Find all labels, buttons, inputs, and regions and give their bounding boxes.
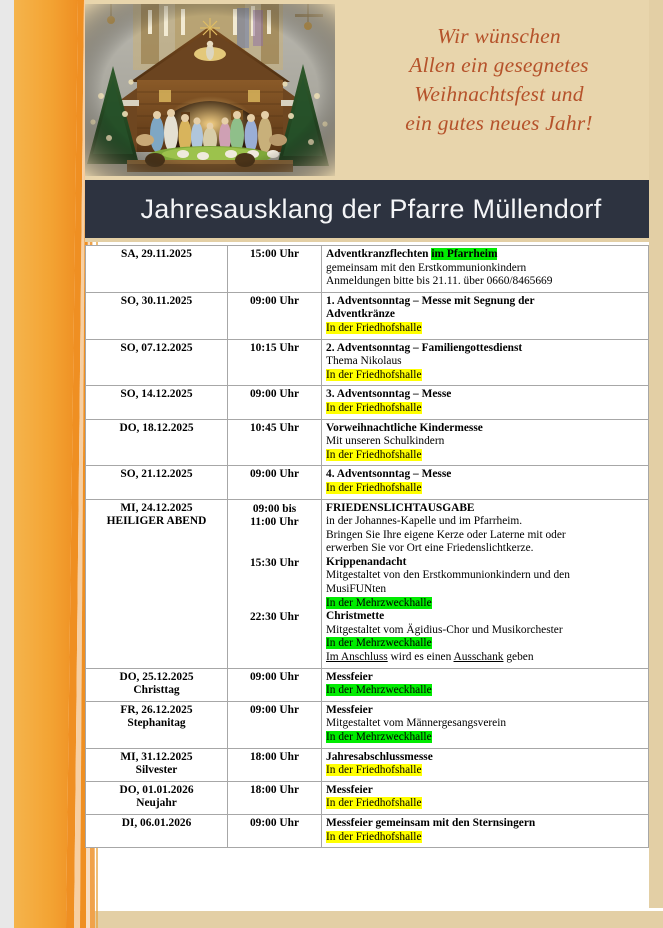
cell-description [322, 701, 649, 748]
date-line: SO, 07.12.2025 [120, 341, 193, 354]
time-line: 10:45 Uhr [249, 421, 300, 434]
time-spacer [232, 570, 317, 584]
cell-description [322, 499, 649, 668]
cell-description [322, 292, 649, 339]
description-line [326, 717, 644, 731]
time-line: 09:00 Uhr [249, 468, 300, 481]
highlight-yellow: In der Friedhofshalle [326, 797, 422, 810]
cell-description [322, 386, 649, 419]
description-text: Christmette [326, 610, 385, 623]
date-line: DO, 18.12.2025 [119, 421, 194, 434]
description-line [326, 671, 644, 685]
description-line [326, 637, 644, 651]
date-line: Silvester [135, 764, 178, 777]
page-title: Jahresausklang der Pfarre Müllendorf [140, 193, 602, 224]
cell-time [228, 292, 322, 339]
highlight-yellow: In der Friedhofshalle [326, 448, 422, 461]
cell-description [322, 781, 649, 814]
description-line [326, 482, 644, 496]
greeting-line-1: Wir wünschen [437, 24, 561, 48]
description-line [326, 322, 644, 336]
description-text: Krippenandacht [326, 555, 407, 568]
title-underline-strip [85, 238, 649, 242]
highlight-yellow: In der Friedhofshalle [326, 481, 422, 494]
cell-description [322, 246, 649, 293]
description-line [326, 449, 644, 463]
description-text: 1. Adventsonntag – Messe mit Segnung der [326, 294, 535, 307]
table-row [86, 386, 649, 419]
time-spacer [232, 530, 317, 544]
table-row [86, 466, 649, 499]
description-text: Mit unseren Schulkindern [326, 435, 445, 448]
header-banner [85, 0, 649, 180]
table-row [86, 701, 649, 748]
highlight-yellow: In der Friedhofshalle [326, 321, 422, 334]
time-line: 09:00 Uhr [249, 294, 300, 307]
description-text: Im Anschluss [326, 651, 388, 664]
description-text: Messfeier [326, 783, 373, 796]
date-line: DI, 06.01.2026 [121, 816, 192, 829]
greeting-line-4: ein gutes neues Jahr! [405, 111, 593, 135]
description-line [326, 784, 644, 798]
cell-description [322, 419, 649, 466]
cell-time [228, 499, 322, 668]
description-line [326, 402, 644, 416]
cell-time [228, 668, 322, 701]
schedule-table-body [86, 246, 649, 848]
date-line: SO, 21.12.2025 [120, 468, 193, 481]
description-line [326, 529, 644, 543]
description-text: FRIEDENSLICHTAUSGABE [326, 501, 475, 514]
greeting-text [353, 22, 645, 138]
description-line [326, 248, 644, 262]
date-line: HEILIGER ABEND [106, 515, 207, 528]
time-line: 22:30 Uhr [249, 611, 300, 624]
description-line [326, 515, 644, 529]
highlight-green: In der Mehrzweckhalle [326, 596, 432, 609]
time-line: 15:30 Uhr [249, 556, 300, 569]
cell-description [322, 339, 649, 386]
description-text: Messfeier gemeinsam mit den Sternsingern [326, 816, 536, 829]
greeting-line-3: Weihnachtsfest und [414, 82, 584, 106]
cell-time [228, 386, 322, 419]
date-line: MI, 24.12.2025 [120, 501, 193, 514]
description-text: 2. Adventsonntag – Familiengottesdienst [326, 341, 523, 354]
highlight-yellow: In der Friedhofshalle [326, 401, 422, 414]
description-line [326, 817, 644, 831]
highlight-green: In der Mehrzweckhalle [326, 731, 432, 743]
description-line [326, 583, 644, 597]
highlight-green: im Pfarrheim [431, 248, 498, 260]
cell-date [86, 499, 228, 668]
table-row [86, 814, 649, 847]
date-line: FR, 26.12.2025 [120, 703, 193, 716]
time-spacer [232, 543, 317, 557]
cell-description [322, 466, 649, 499]
description-line [326, 624, 644, 638]
cell-date [86, 466, 228, 499]
description-line [326, 751, 644, 765]
cell-description [322, 668, 649, 701]
description-text: Jahresabschlussmesse [326, 750, 433, 763]
time-line: 09:00 Uhr [249, 388, 300, 401]
description-line [326, 295, 644, 309]
description-line [326, 569, 644, 583]
description-text: Mitgestaltet vom Ägidius-Chor und Musikorchester [326, 623, 563, 636]
description-line [326, 355, 644, 369]
cell-date [86, 748, 228, 781]
cell-time [228, 466, 322, 499]
description-line [326, 422, 644, 436]
cell-date [86, 246, 228, 293]
cell-date [86, 386, 228, 419]
description-text: Messfeier [326, 703, 373, 716]
date-line: DO, 25.12.2025 [119, 670, 194, 683]
date-line: Stephanitag [127, 717, 186, 730]
table-row [86, 292, 649, 339]
description-line [326, 275, 644, 289]
time-spacer [232, 584, 317, 598]
page-title-banner [85, 180, 649, 238]
description-text: Bringen Sie Ihre eigene Kerze oder Laterne mit oder [326, 528, 566, 541]
description-line [326, 831, 644, 845]
description-line [326, 556, 644, 570]
cell-date [86, 781, 228, 814]
description-text: 3. Adventsonntag – Messe [326, 388, 452, 401]
cell-time [228, 419, 322, 466]
description-line [326, 468, 644, 482]
table-row [86, 748, 649, 781]
cell-description [322, 814, 649, 847]
description-line [326, 308, 644, 322]
highlight-green: In der Mehrzweckhalle [326, 637, 432, 650]
description-line [326, 542, 644, 556]
description-text: geben [503, 651, 534, 664]
description-line [326, 502, 644, 516]
date-line: SO, 14.12.2025 [120, 388, 193, 401]
description-line [326, 597, 644, 611]
description-line [326, 684, 644, 698]
table-row [86, 499, 649, 668]
description-text: gemeinsam mit den Erstkommunionkindern [326, 261, 527, 274]
cell-date [86, 668, 228, 701]
date-line: MI, 31.12.2025 [120, 750, 193, 763]
description-text: erwerben Sie vor Ort eine Friedenslichtkerze. [326, 542, 534, 555]
schedule-table [85, 245, 649, 848]
description-line [326, 731, 644, 745]
table-row [86, 668, 649, 701]
cell-time [228, 701, 322, 748]
date-line: DO, 01.01.2026 [119, 783, 194, 796]
highlight-green: In der Mehrzweckhalle [326, 684, 432, 697]
cell-time [228, 748, 322, 781]
description-text: Vorweihnachtliche Kindermesse [326, 421, 483, 434]
description-text: Messfeier [326, 670, 373, 683]
description-text: Mitgestaltet vom Männergesangsverein [326, 717, 507, 730]
description-text: MusiFUNten [326, 583, 387, 596]
cell-date [86, 814, 228, 847]
highlight-yellow: In der Friedhofshalle [326, 368, 422, 381]
highlight-yellow: In der Friedhofshalle [326, 764, 422, 777]
description-line [326, 342, 644, 356]
description-text: Adventkranzflechten [326, 248, 432, 260]
description-line [326, 651, 644, 665]
time-line: 09:00 Uhr [249, 670, 300, 683]
description-text: Mitgestaltet von den Erstkommunionkindern und den [326, 569, 570, 582]
greeting-line-2: Allen ein gesegnetes [409, 53, 589, 77]
description-text: Thema Nikolaus [326, 355, 402, 368]
description-text: wird es einen [387, 651, 454, 664]
cell-time [228, 339, 322, 386]
description-line [326, 764, 644, 778]
description-line [326, 262, 644, 276]
cell-time [228, 781, 322, 814]
time-line: 10:15 Uhr [249, 341, 300, 354]
date-line: Neujahr [136, 797, 177, 810]
time-line: 09:00 Uhr [249, 816, 300, 829]
cell-date [86, 339, 228, 386]
table-row [86, 246, 649, 293]
cell-description [322, 748, 649, 781]
description-line [326, 797, 644, 811]
time-spacer [232, 598, 317, 612]
time-line: 18:00 Uhr [249, 750, 300, 763]
time-line: 11:00 Uhr [250, 516, 299, 529]
date-line: SA, 29.11.2025 [121, 248, 192, 260]
schedule-table-wrapper [85, 245, 649, 848]
cell-time [228, 814, 322, 847]
description-line [326, 435, 644, 449]
table-row [86, 419, 649, 466]
cell-date [86, 701, 228, 748]
time-line: 09:00 Uhr [249, 703, 300, 716]
cell-date [86, 419, 228, 466]
table-row [86, 781, 649, 814]
description-text: Adventkränze [326, 308, 395, 321]
description-text: in der Johannes-Kapelle und im Pfarrheim. [326, 515, 523, 528]
time-line: 15:00 Uhr [249, 248, 300, 260]
nativity-scene-image [85, 4, 335, 176]
description-line [326, 388, 644, 402]
cell-date [86, 292, 228, 339]
date-line: Christtag [133, 684, 180, 697]
description-line [326, 704, 644, 718]
date-line: SO, 30.11.2025 [120, 294, 193, 307]
description-line [326, 610, 644, 624]
time-line: 18:00 Uhr [249, 783, 300, 796]
description-text: Anmeldungen bitte bis 21.11. über 0660/8465669 [326, 275, 553, 288]
description-line [326, 369, 644, 383]
page-frame-right [649, 0, 663, 928]
cell-time [228, 246, 322, 293]
table-row [86, 339, 649, 386]
highlight-yellow: In der Friedhofshalle [326, 830, 422, 843]
description-text: Ausschank [453, 651, 504, 664]
description-text: 4. Adventsonntag – Messe [326, 468, 452, 481]
time-line: 09:00 bis [252, 502, 297, 515]
